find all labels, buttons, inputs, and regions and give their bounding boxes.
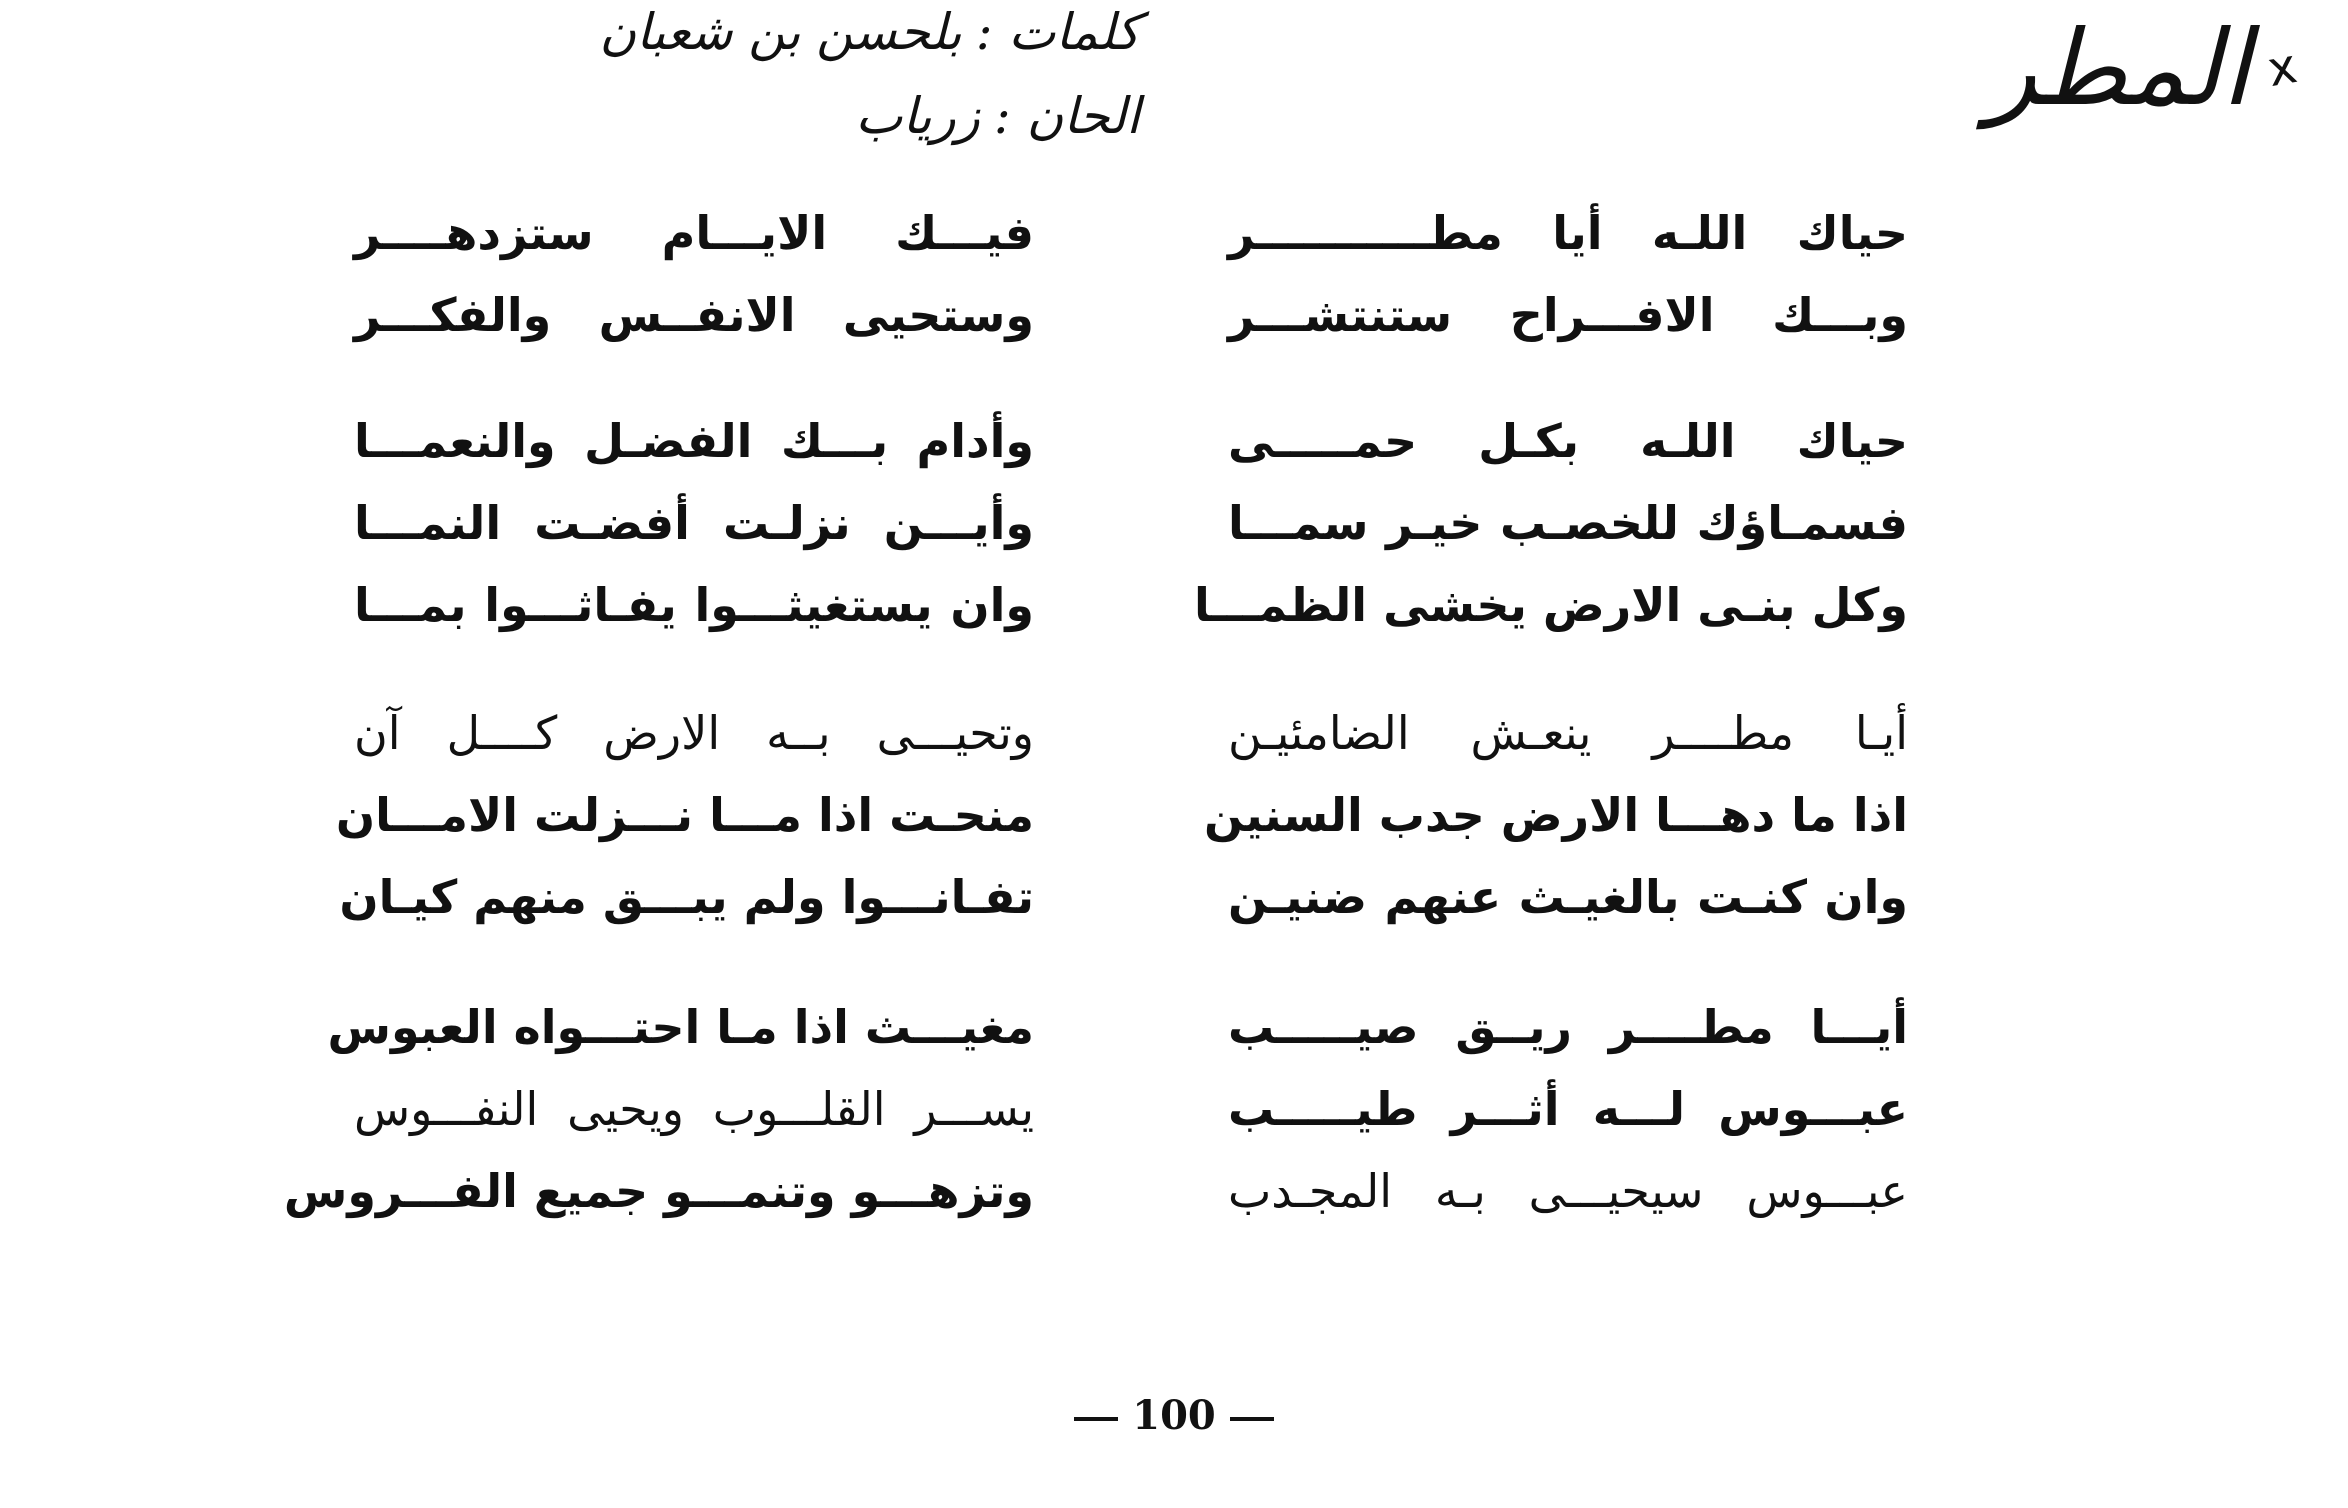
lyrics-credit: [600, 0, 1140, 72]
verse-line: أيـــا مطــــر ريــق صيـــــب: [1228, 1000, 1908, 1054]
verse-line: وان يستغيثـــوا يفـاثـــوا بمـــا: [354, 578, 1034, 632]
page-number: 100: [1132, 1392, 1216, 1439]
title-mark: x: [2263, 37, 2302, 99]
melody-author: زرياب: [855, 87, 980, 145]
verse-line: فيـــك الايـــام ستزدهــــر: [354, 206, 1034, 260]
verse-line: وستحيى الانفــس والفكـــر: [354, 288, 1034, 342]
verse-line: وأدام بـــك الفضـل والنعمـــا: [354, 414, 1034, 468]
verse-line: حياك اللـه أيا مطـــــــــــر: [1228, 206, 1908, 260]
page-number-footer: [0, 1392, 2348, 1439]
verse-line: وكل بنـى الارض يخشى الظمـــا: [1193, 578, 1908, 632]
verse-line: مغيـــث اذا مـا احتـــواه العبوس: [327, 1000, 1034, 1054]
verse-line: فسمـاؤك للخصـب خيـر سمـــا: [1228, 496, 1908, 550]
verse-line: حياك اللـه بكـل حمـــــى: [1228, 414, 1908, 468]
stanza-1-first-hemistichs: [1228, 192, 1908, 356]
verse-line: وان كنـت بالغيـث عنهم ضنيـن: [1228, 870, 1908, 924]
stanza-4-second-hemistichs: [283, 986, 1034, 1232]
verse-line: وتزهـــو وتنمـــو جميع الفـــروس: [283, 1164, 1034, 1218]
stanza-3-first-hemistichs: [1203, 692, 1908, 938]
dash-right: [1230, 1417, 1274, 1421]
verse-line: اذا ما دهـــا الارض جدب السنين: [1203, 788, 1908, 842]
lyrics-label: كلمات :: [975, 3, 1140, 61]
poem-title: المطر: [1986, 7, 2250, 129]
credits: [600, 0, 1140, 156]
stanza-1-second-hemistichs: [354, 192, 1034, 356]
stanza-2-second-hemistichs: [354, 400, 1034, 646]
stanza-2-first-hemistichs: [1193, 400, 1908, 646]
melody-label: الحان :: [993, 87, 1140, 145]
melody-credit: [600, 76, 1140, 156]
verse-line: منحـت اذا مـــا نـــزلت الامـــان: [335, 788, 1034, 842]
lyrics-author: بلحسن بن شعبان: [599, 3, 962, 61]
dash-left: [1074, 1417, 1118, 1421]
verse-line: وبـــك الافـــراح ستنتشـــر: [1228, 288, 1908, 342]
verse-line: عبـــوس لـــه أثـــر طيـــــب: [1228, 1082, 1908, 1136]
stanza-4-first-hemistichs: [1228, 986, 1908, 1232]
verse-line: عبـــوس سيحيـــى بـه المجـدب: [1228, 1164, 1908, 1218]
verse-line: يســـر القلـــوب ويحيى النفـــوس: [354, 1082, 1034, 1136]
verse-line: وتحيـــى بــه الارض كــــل آن: [354, 706, 1034, 760]
verse-line: أيـا مطــــر ينعـش الضامئيـن: [1228, 706, 1908, 760]
verse-line: تفـانـــوا ولم يبـــق منهم كيـان: [339, 870, 1034, 924]
stanza-3-second-hemistichs: [335, 692, 1034, 938]
verse-line: وأيـــن نزلـت أفضـت النمـــا: [354, 496, 1034, 550]
